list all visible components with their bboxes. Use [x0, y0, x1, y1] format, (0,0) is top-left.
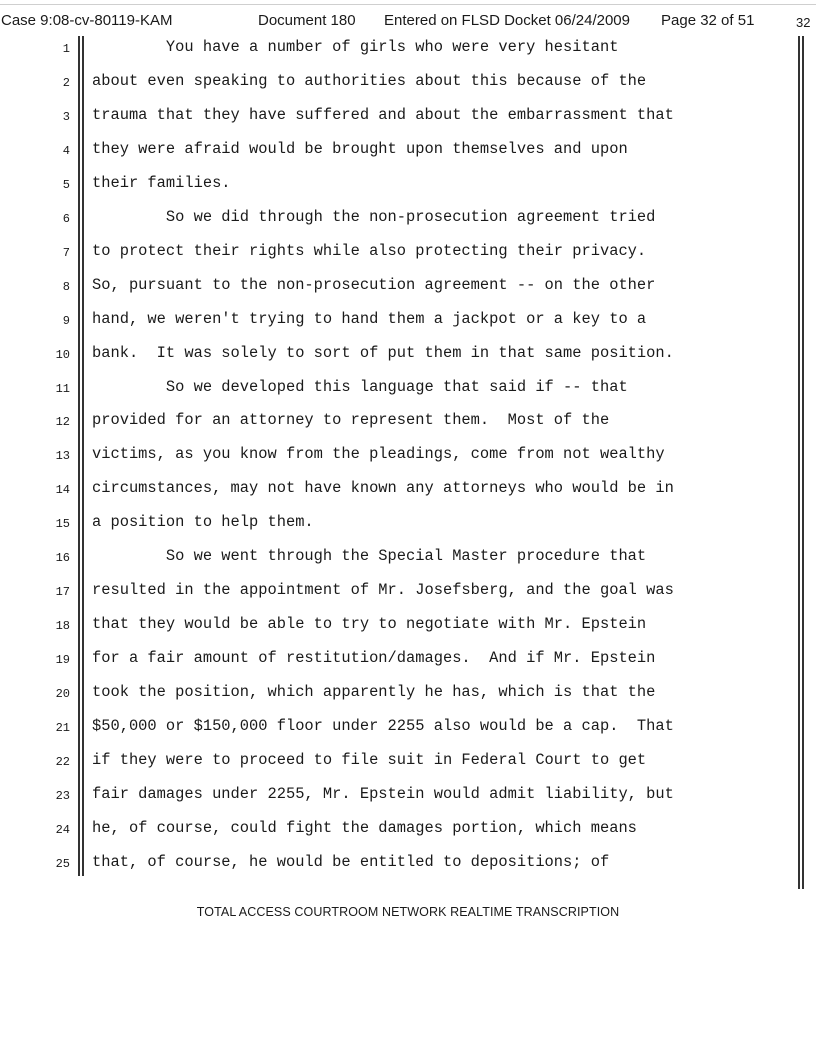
page-count: Page 32 of 51	[661, 12, 755, 29]
line-number: 12	[55, 415, 70, 430]
line-text: So we developed this language that said if -- that	[92, 377, 628, 396]
line-text: he, of course, could fight the damages portion, which means	[92, 818, 637, 837]
entered-date: Entered on FLSD Docket 06/24/2009	[384, 12, 630, 29]
transcript-line	[0, 104, 816, 134]
line-number: 20	[55, 687, 70, 702]
line-text: resulted in the appointment of Mr. Josefsberg, and the goal was	[92, 581, 674, 600]
line-text: about even speaking to authorities about this because of the	[92, 71, 647, 90]
line-number: 19	[55, 653, 70, 668]
line-text: for a fair amount of restitution/damages. And if Mr. Epstein	[92, 649, 656, 668]
line-number: 15	[55, 517, 70, 532]
line-text: a position to help them.	[92, 513, 314, 532]
line-text: to protect their rights while also protecting their privacy.	[92, 241, 647, 260]
transcript-line	[0, 172, 816, 202]
line-number: 17	[55, 585, 70, 600]
transcript-line	[0, 817, 816, 847]
transcript-line	[0, 511, 816, 541]
line-number: 14	[55, 483, 70, 498]
line-number: 11	[55, 381, 70, 396]
line-number: 18	[55, 619, 70, 634]
transcript-line	[0, 545, 816, 575]
transcript-page-number: 32	[796, 15, 811, 30]
transcript-line	[0, 681, 816, 711]
line-text: bank. It was solely to sort of put them in that same position.	[92, 343, 674, 362]
transcript-line	[0, 783, 816, 813]
line-number: 4	[62, 143, 70, 158]
case-number: Case 9:08-cv-80119-KAM	[1, 12, 173, 29]
transcript-line	[0, 749, 816, 779]
transcript-line	[0, 206, 816, 236]
line-number: 1	[62, 42, 70, 56]
transcript-line	[0, 36, 816, 66]
line-number: 13	[55, 449, 70, 464]
transcript-line	[0, 579, 816, 609]
line-text: $50,000 or $150,000 floor under 2255 also would be a cap. That	[92, 717, 674, 735]
transcript-line	[0, 308, 816, 338]
line-text: they were afraid would be brought upon themselves and upon	[92, 139, 628, 158]
line-text: their families.	[92, 173, 231, 192]
line-text: circumstances, may not have known any attorneys who would be in	[92, 479, 674, 498]
line-text: victims, as you know from the pleadings, come from not wealthy	[92, 445, 665, 464]
line-number: 9	[62, 313, 70, 328]
line-text: fair damages under 2255, Mr. Epstein would admit liability, but	[92, 784, 674, 803]
line-text: So we went through the Special Master procedure that	[92, 547, 647, 566]
line-text: provided for an attorney to represent them. Most of the	[92, 411, 610, 430]
transcript-line	[0, 851, 816, 881]
top-rule	[0, 4, 816, 5]
docket-header	[0, 12, 816, 38]
line-text: hand, we weren't trying to hand them a jackpot or a key to a	[92, 309, 647, 328]
line-number: 10	[55, 347, 70, 362]
line-text: So, pursuant to the non-prosecution agreement -- on the other	[92, 275, 656, 294]
line-number: 25	[55, 856, 70, 871]
line-number: 6	[62, 211, 70, 226]
line-number: 8	[62, 279, 70, 294]
line-number: 5	[62, 177, 70, 192]
line-number: 21	[55, 721, 70, 735]
footer-caption: TOTAL ACCESS COURTROOM NETWORK REALTIME TRANSCRIPTION	[196, 905, 620, 919]
line-text: trauma that they have suffered and about the embarrassment that	[92, 105, 674, 124]
document-number: Document 180	[258, 12, 356, 29]
transcript-line	[0, 342, 816, 372]
transcript-line	[0, 376, 816, 406]
line-text: if they were to proceed to file suit in Federal Court to get	[92, 750, 647, 769]
transcript-line	[0, 240, 816, 270]
transcript-line	[0, 443, 816, 473]
transcript-line	[0, 70, 816, 100]
transcript-line	[0, 409, 816, 439]
line-number: 23	[55, 788, 70, 803]
line-number: 24	[55, 822, 70, 837]
transcript-line	[0, 647, 816, 677]
line-text: that they would be able to try to negotiate with Mr. Epstein	[92, 615, 647, 634]
line-number: 3	[62, 109, 70, 124]
line-number: 16	[55, 551, 70, 566]
transcript-line	[0, 715, 816, 745]
line-number: 2	[62, 75, 70, 90]
line-text: So we did through the non-prosecution agreement tried	[92, 207, 656, 226]
transcript-line	[0, 138, 816, 168]
transcript-line	[0, 477, 816, 507]
line-text: that, of course, he would be entitled to depositions; of	[92, 852, 610, 871]
line-number: 7	[62, 245, 70, 260]
line-text: You have a number of girls who were very hesitant	[92, 38, 619, 56]
transcript-line	[0, 274, 816, 304]
transcript-line	[0, 613, 816, 643]
line-text: took the position, which apparently he has, which is that the	[92, 683, 656, 702]
line-number: 22	[55, 754, 70, 769]
